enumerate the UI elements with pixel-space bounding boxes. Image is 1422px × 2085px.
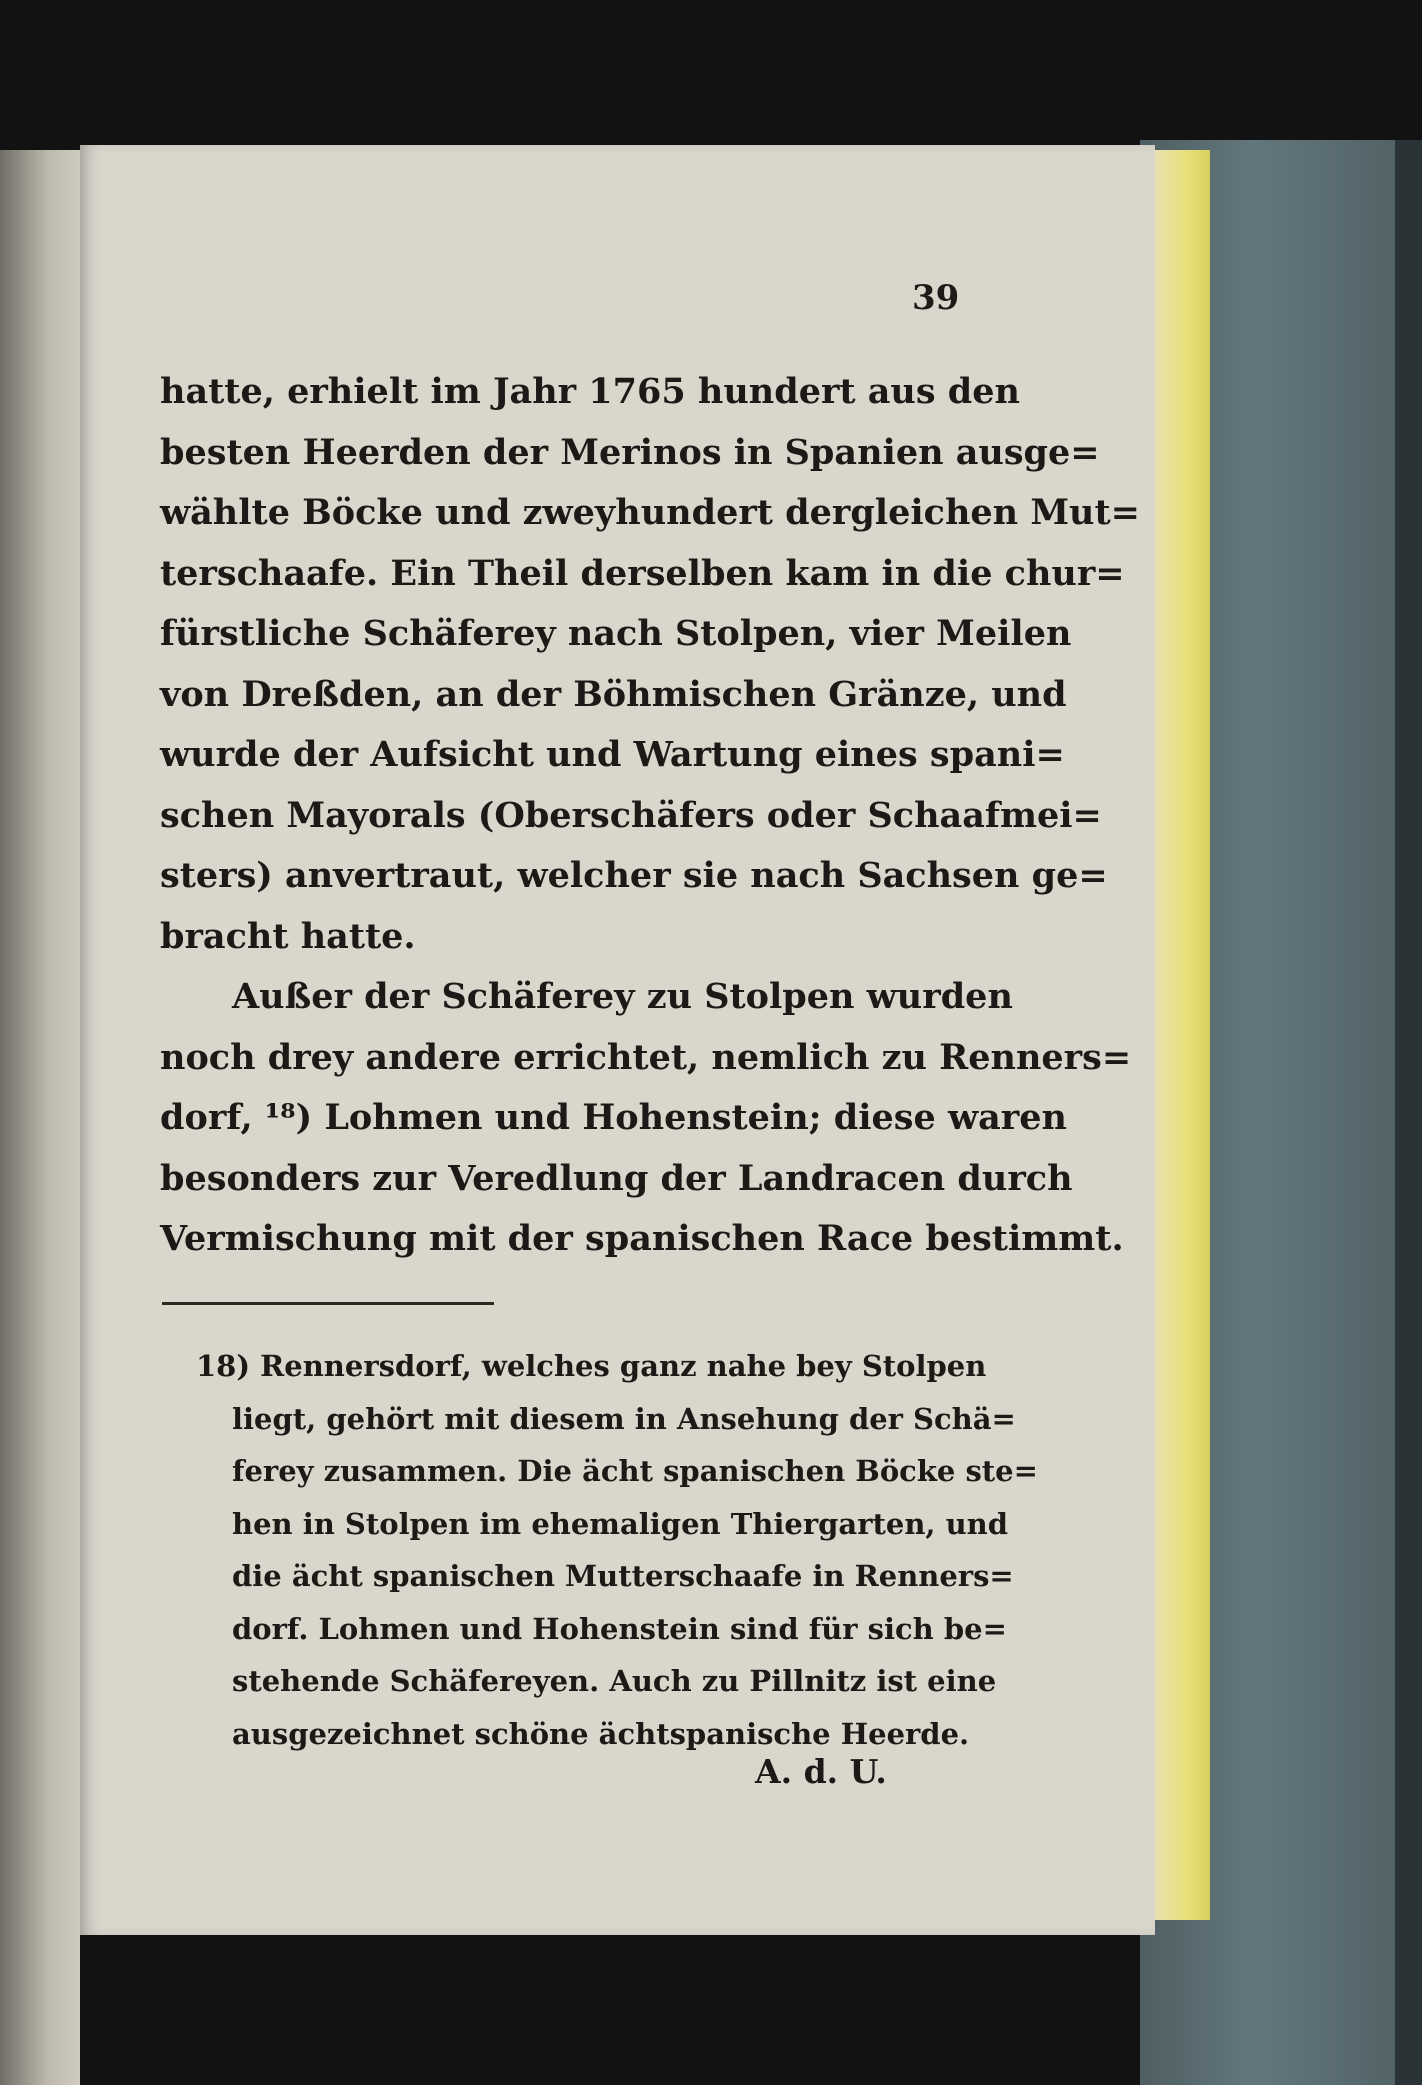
footnote-line: 18) Rennersdorf, welches ganz nahe bey Stolpen <box>196 1349 987 1383</box>
body-line: hatte, erhielt im Jahr 1765 hundert aus den <box>160 371 1020 412</box>
previous-page-edge <box>0 150 80 2085</box>
body-line: fürstliche Schäferey nach Stolpen, vier Meilen <box>160 613 1072 654</box>
body-line: von Dreßden, an der Böhmischen Gränze, und <box>160 673 1067 715</box>
body-line: Außer der Schäferey zu Stolpen wurden <box>232 976 1013 1017</box>
body-text <box>160 362 1140 1270</box>
page-number: 39 <box>912 278 960 318</box>
footnote <box>196 1340 1038 1760</box>
body-line: terschaafe. Ein Theil derselben kam in die chur= <box>160 552 1125 594</box>
footnote-signature: A. d. U. <box>755 1752 887 1791</box>
body-line: bracht hatte. <box>160 915 416 957</box>
body-line: dorf, ¹⁸) Lohmen und Hohenstein; diese waren <box>160 1097 1067 1138</box>
body-line: wurde der Aufsicht und Wartung eines spani= <box>160 734 1065 775</box>
footnote-line: ausgezeichnet schöne ächtspanische Heerde. <box>232 1716 970 1751</box>
body-line: besten Heerden der Merinos in Spanien ausge= <box>160 431 1100 473</box>
body-line: besonders zur Veredlung der Landracen durch <box>160 1157 1073 1199</box>
body-line: schen Mayorals (Oberschäfers oder Schaafmei= <box>160 794 1102 836</box>
book-spine-edge <box>1395 140 1422 2085</box>
body-line: wählte Böcke und zweyhundert dergleichen Mut= <box>160 492 1140 533</box>
footnote-line: liegt, gehört mit diesem in Ansehung der Schä= <box>232 1401 1016 1436</box>
footnote-line: hen in Stolpen im ehemaligen Thiergarten, und <box>232 1506 1009 1541</box>
footnote-line: dorf. Lohmen und Hohenstein sind für sich be= <box>232 1611 1007 1646</box>
page-edges <box>1150 150 1210 1920</box>
footnote-line: die ächt spanischen Mutterschaafe in Renners= <box>232 1559 1014 1593</box>
footnote-divider <box>162 1302 494 1305</box>
body-line: Vermischung mit der spanischen Race bestimmt. <box>160 1218 1124 1259</box>
footnote-line: ferey zusammen. Die ächt spanischen Böcke ste= <box>232 1454 1038 1488</box>
body-line: sters) anvertraut, welcher sie nach Sachsen ge= <box>160 855 1108 896</box>
footnote-line: stehende Schäfereyen. Auch zu Pillnitz ist eine <box>232 1664 997 1698</box>
body-line: noch drey andere errichtet, nemlich zu Renners= <box>160 1036 1132 1078</box>
